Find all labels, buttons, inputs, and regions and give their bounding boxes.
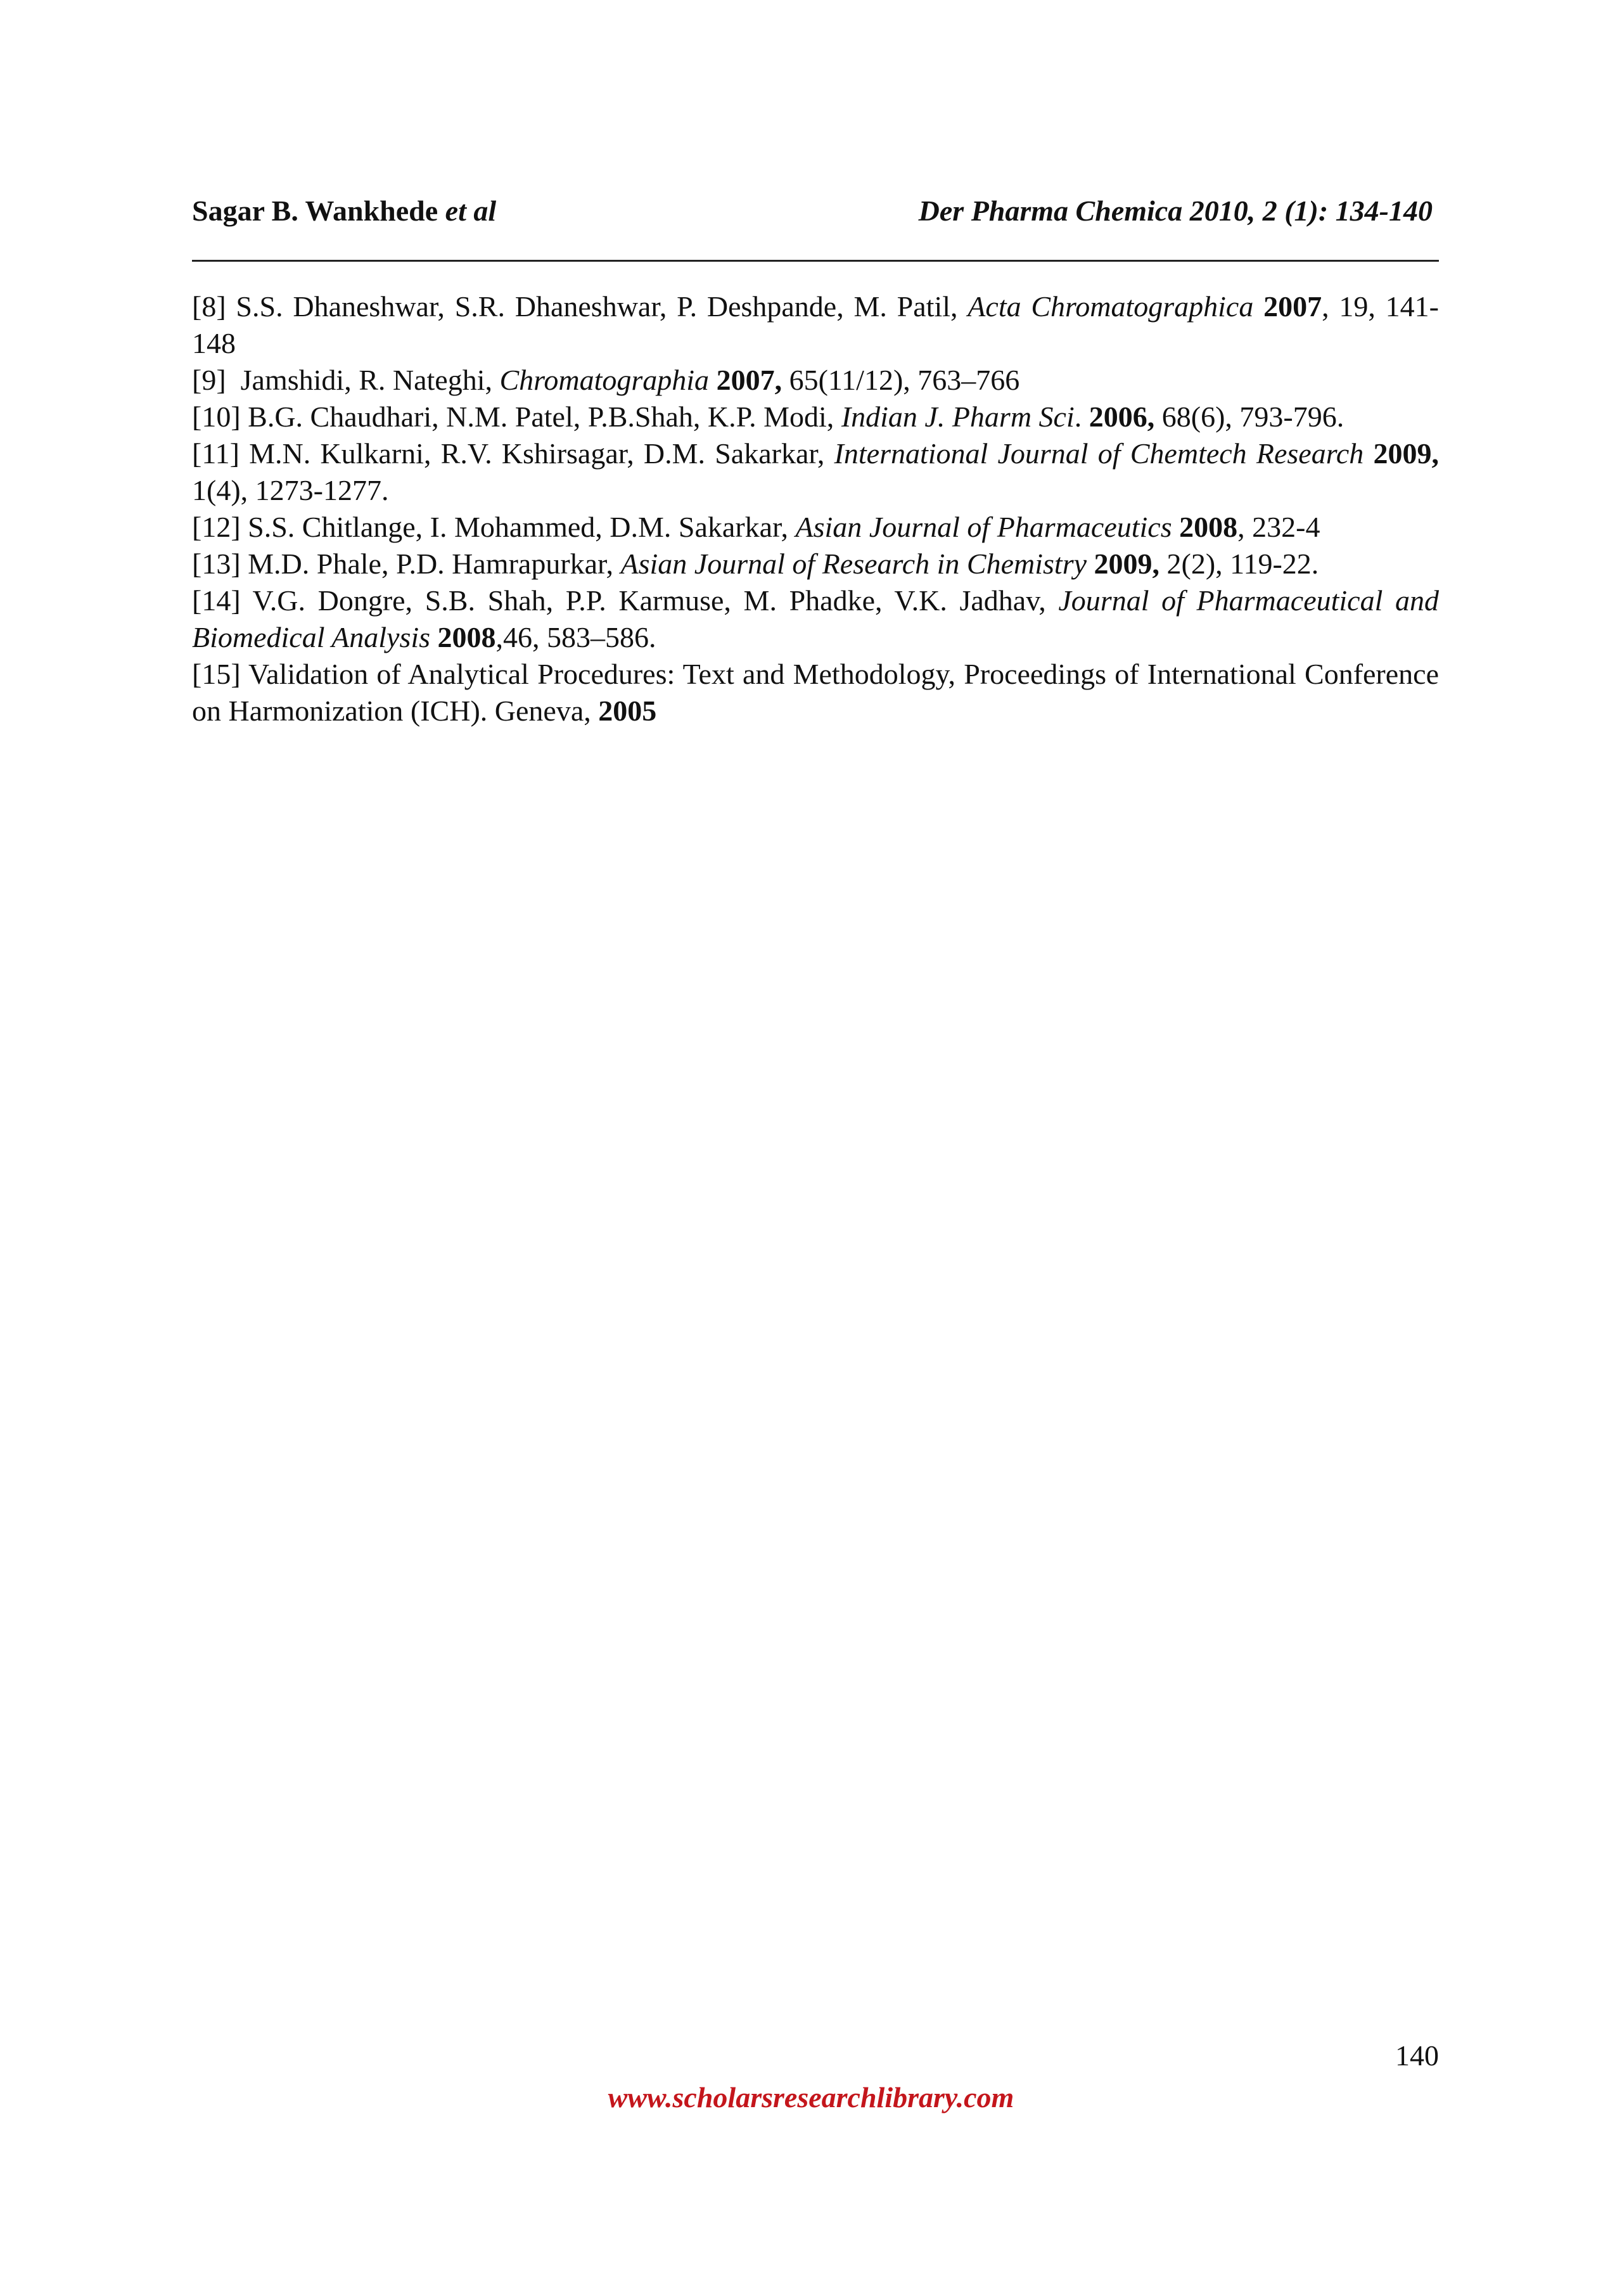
reference-number: [13]: [192, 548, 241, 580]
header-author: [192, 192, 496, 230]
reference-authors: Jamshidi, R. Nateghi,: [240, 364, 492, 396]
reference-13: [192, 546, 1439, 582]
reference-details: 2(2), 119-22.: [1166, 548, 1319, 580]
reference-year: 2009,: [1373, 437, 1439, 470]
reference-details: 65(11/12), 763–766: [789, 364, 1020, 396]
reference-11: [192, 435, 1439, 509]
page-number: 140: [1395, 2039, 1439, 2072]
reference-details: 1(4), 1273-1277.: [192, 474, 389, 506]
reference-journal: Asian Journal of Research in Chemistry: [620, 548, 1087, 580]
reference-journal: Acta Chromatographica: [967, 290, 1254, 323]
reference-number: [15]: [192, 658, 241, 690]
reference-journal: Chromatographia: [499, 364, 710, 396]
header-journal-citation: Der Pharma Chemica 2010, 2 (1): 134-140: [918, 195, 1433, 227]
reference-authors: V.G. Dongre, S.B. Shah, P.P. Karmuse, M. Phadke, V.K. Jadhav,: [252, 584, 1046, 617]
reference-number: [14]: [192, 584, 241, 617]
reference-text: Validation of Analytical Procedures: Text and Methodology, Proceedings of International Conference on Harmonization (ICH). Geneva,: [192, 658, 1439, 727]
reference-year: 2007,: [716, 364, 782, 396]
reference-authors: M.N. Kulkarni, R.V. Kshirsagar, D.M. Sakarkar,: [249, 437, 825, 470]
running-header: [192, 192, 1439, 230]
reference-details: , 19, 141-148: [192, 290, 1439, 359]
reference-12: [192, 509, 1439, 546]
header-divider: [192, 260, 1439, 262]
reference-year: 2005: [598, 695, 657, 727]
reference-8: [192, 288, 1439, 362]
reference-journal: Journal of Pharmaceutical and Biomedical Analysis: [192, 584, 1440, 653]
footer-url-link[interactable]: www.scholarsresearchlibrary.com: [608, 2081, 1014, 2113]
reference-15: [192, 656, 1439, 729]
reference-journal: Indian J. Pharm Sci: [841, 401, 1075, 433]
reference-14: [192, 582, 1439, 656]
header-author-suffix: et al: [445, 195, 497, 227]
reference-number: [10]: [192, 401, 241, 433]
reference-number: [9]: [192, 364, 226, 396]
reference-year: 2008: [437, 621, 496, 653]
reference-journal: Asian Journal of Pharmaceutics: [795, 511, 1172, 543]
reference-10: [192, 399, 1439, 435]
reference-number: [12]: [192, 511, 241, 543]
reference-year: 2009,: [1094, 548, 1160, 580]
reference-year: 2007: [1263, 290, 1322, 323]
reference-details: , 232-4: [1237, 511, 1320, 543]
reference-details: 68(6), 793-796.: [1161, 401, 1344, 433]
reference-authors: B.G. Chaudhari, N.M. Patel, P.B.Shah, K.P. Modi,: [248, 401, 834, 433]
reference-authors: S.S. Dhaneshwar, S.R. Dhaneshwar, P. Deshpande, M. Patil,: [236, 290, 958, 323]
reference-year: 2006,: [1089, 401, 1155, 433]
reference-details: ,46, 583–586.: [495, 621, 656, 653]
reference-journal: International Journal of Chemtech Research: [834, 437, 1364, 470]
reference-authors: S.S. Chitlange, I. Mohammed, D.M. Sakarkar,: [248, 511, 789, 543]
reference-year: 2008: [1179, 511, 1238, 543]
reference-9: [192, 362, 1439, 399]
reference-punctuation: .: [1074, 401, 1082, 433]
reference-number: [11]: [192, 437, 239, 470]
header-author-name: Sagar B. Wankhede: [192, 195, 438, 227]
reference-list: [192, 288, 1439, 729]
reference-number: [8]: [192, 290, 226, 323]
reference-authors: M.D. Phale, P.D. Hamrapurkar,: [248, 548, 614, 580]
